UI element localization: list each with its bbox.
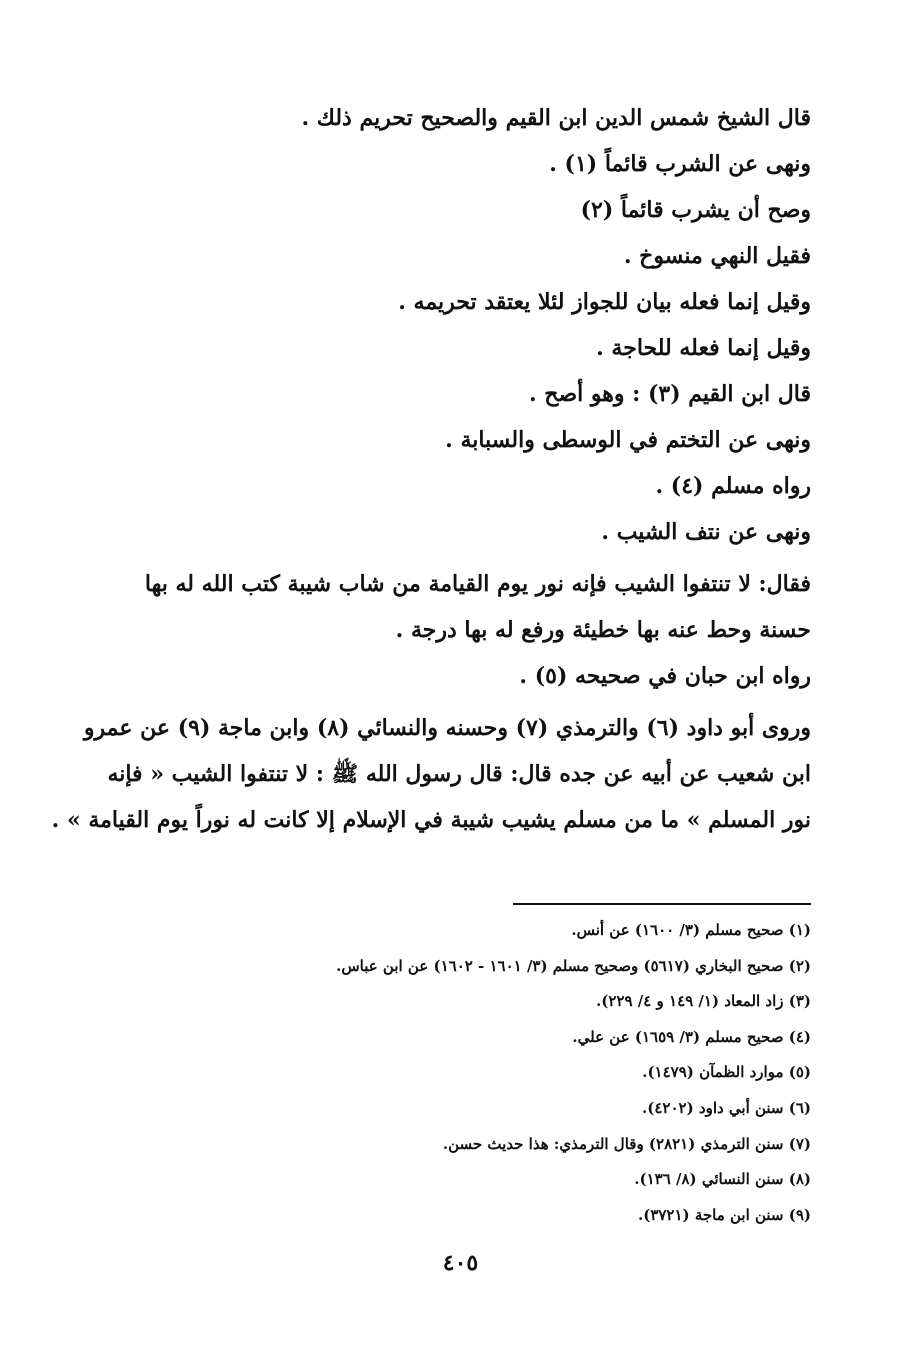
hadith-paragraph [111,561,811,653]
text-line: ابن شعيب عن أبيه عن جده قال: قال رسول الله ﷺ : لا تنتفوا الشيب « فإنه [107,761,811,787]
text-line: ونهى عن التختم في الوسطى والسبابة . [445,427,811,453]
text-line: وقيل إنما فعله للحاجة . [596,335,811,361]
footnote: (٨) سنن النسائي (٨/ ١٣٦). [634,1170,811,1189]
footnote: (٤) صحيح مسلم (٣/ ١٦٥٩) عن علي. [572,1027,811,1046]
page-number: ٤٠٥ [442,1250,479,1276]
text-line: ونهى عن الشرب قائماً (١) . [549,151,811,177]
text-line: وقيل إنما فعله بيان للجواز لئلا يعتقد تحريمه . [398,289,811,315]
footnote: (٦) سنن أبي داود (٤٢٠٢). [642,1098,811,1117]
footnote: (٢) صحيح البخاري (٥٦١٧) وصحيح مسلم (٣/ ١٦٠١ - ١٦٠٢) عن ابن عباس. [336,956,811,975]
footnote: (٥) موارد الظمآن (١٤٧٩). [642,1063,811,1082]
text-line: رواه مسلم (٤) . [655,473,811,499]
text-line: وروى أبو داود (٦) والترمذي (٧) وحسنه والنسائي (٨) وابن ماجة (٩) عن عمرو [83,715,811,741]
text-line: ونهى عن نتف الشيب . [601,519,811,545]
footnote-separator [513,903,811,905]
main-text [51,95,811,843]
text-line: رواه ابن حبان في صحيحه (٥) . [519,663,811,689]
footnotes [111,913,811,1233]
footnote: (٧) سنن الترمذي (٢٨٢١) وقال الترمذي: هذا حديث حسن. [442,1134,811,1153]
text-line: حسنة وحط عنه بها خطيئة ورفع له بها درجة . [395,617,811,643]
text-line: قال الشيخ شمس الدين ابن القيم والصحيح تحريم ذلك . [301,105,811,131]
footnote: (٣) زاد المعاد (١/ ١٤٩ و ٤/ ٢٢٩). [596,992,811,1011]
footnote: (٩) سنن ابن ماجة (٣٧٢١). [637,1205,811,1224]
text-line: فقال: لا تنتفوا الشيب فإنه نور يوم القيامة من شاب شيبة كتب الله له بها [144,571,811,597]
text-line: نور المسلم » ما من مسلم يشيب شيبة في الإسلام إلا كانت له نوراً يوم القيامة » . [51,807,811,833]
narration-paragraph [51,705,811,843]
text-line: قال ابن القيم (٣) : وهو أصح . [528,381,811,407]
text-line: وصح أن يشرب قائماً (٢) [580,197,811,223]
text-line: فقيل النهي منسوخ . [623,243,811,269]
footnote: (١) صحيح مسلم (٣/ ١٦٠٠) عن أنس. [571,921,811,939]
